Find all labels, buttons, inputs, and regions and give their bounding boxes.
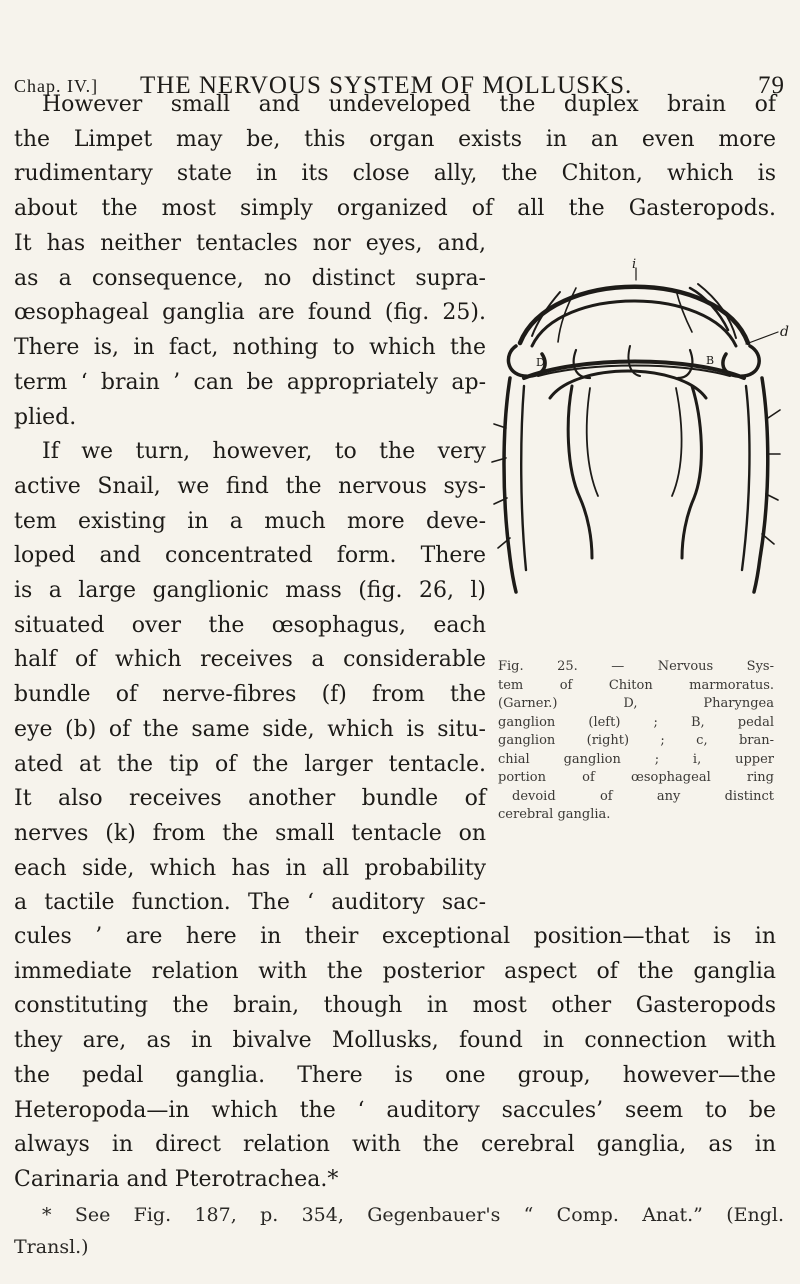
body-line: immediate relation with the posterior aspect of the ganglia xyxy=(14,958,776,984)
body-line: nerves (k) from the small tentacle on xyxy=(14,820,486,846)
page-number: 79 xyxy=(758,72,785,99)
body-line: each side, which has in all probability xyxy=(14,855,486,881)
body-line: about the most simply organized of all the Gasteropods. xyxy=(14,196,776,222)
body-line: However small and undeveloped the duplex brain of xyxy=(42,92,776,117)
figure-label-B: B xyxy=(706,354,715,367)
body-line: is a large ganglionic mass (fig. 26, l) xyxy=(14,578,486,604)
footnote-line: * See Fig. 187, p. 354, Gegenbauer's “ Comp. Anat.” (Engl. xyxy=(42,1204,784,1226)
figure-caption xyxy=(498,658,774,825)
body-line: they are, as in bivalve Mollusks, found in connection with xyxy=(14,1028,776,1054)
caption-line: devoid of any distinct xyxy=(512,788,774,804)
figure-label-D: D xyxy=(536,356,545,369)
paragraph-bottom xyxy=(14,920,776,1198)
figure-label-i: i xyxy=(632,258,637,272)
body-line: Heteropoda—in which the ‘ auditory saccules’ seem to be xyxy=(14,1097,776,1123)
body-line: half of which receives a considerable xyxy=(14,647,486,673)
caption-line: cerebral ganglia. xyxy=(498,807,611,822)
body-line: cules ’ are here in their exceptional position—that is in xyxy=(14,924,776,949)
body-line: loped and concentrated form. There xyxy=(14,543,486,569)
body-line: If we turn, however, to the very xyxy=(42,439,486,465)
body-line: the pedal ganglia. There is one group, however—the xyxy=(14,1062,776,1088)
body-line: It has neither tentacles nor eyes, and, xyxy=(14,231,486,256)
body-line: It also receives another bundle of xyxy=(14,786,486,812)
running-title: THE NERVOUS SYSTEM OF MOLLUSKS. xyxy=(140,72,633,99)
footnote xyxy=(14,1199,784,1263)
footnote-line: Transl.) xyxy=(14,1236,89,1258)
body-line: rudimentary state in its close ally, the Chiton, which is xyxy=(14,161,776,187)
caption-line: ganglion (left) ; B, pedal xyxy=(498,714,774,730)
body-line: term ‘ brain ’ can be appropriately ap- xyxy=(14,369,486,395)
body-line: eye (b) of the same side, which is situ- xyxy=(14,716,486,742)
body-line: a tactile function. The ‘ auditory sac- xyxy=(14,890,486,916)
body-line: Carinaria and Pterotrachea.* xyxy=(14,1166,339,1192)
figure-label-d: d xyxy=(780,324,789,340)
body-line: tem existing in a much more deve- xyxy=(14,508,486,534)
paragraph-top xyxy=(14,88,776,227)
body-line: œsophageal ganglia are found (fig. 25). xyxy=(14,300,486,326)
body-line: bundle of nerve-fibres (f) from the xyxy=(14,682,486,708)
caption-line: ganglion (right) ; c, bran- xyxy=(498,733,774,748)
caption-line: (Garner.) D, Pharyngea xyxy=(498,696,774,711)
body-line: situated over the œsophagus, each xyxy=(14,612,486,638)
body-line: active Snail, we find the nervous sys- xyxy=(14,473,486,499)
body-line: as a consequence, no distinct supra- xyxy=(14,265,486,291)
body-line: ated at the tip of the larger tentacle. xyxy=(14,751,486,777)
body-line: There is, in fact, nothing to which the xyxy=(14,335,486,361)
body-line: always in direct relation with the cerebral ganglia, as in xyxy=(14,1132,776,1158)
caption-line: tem of Chiton marmoratus. xyxy=(498,677,774,693)
caption-line: chial ganglion ; i, upper xyxy=(498,751,774,767)
body-line: plied. xyxy=(14,404,77,430)
caption-line: Fig. 25. — Nervous Sys- xyxy=(498,659,774,674)
body-line: constituting the brain, though in most other Gasteropods xyxy=(14,993,776,1019)
chiton-nervous-system-figure xyxy=(480,258,790,618)
caption-line: portion of œsophageal ring xyxy=(498,770,774,785)
paragraph-narrow xyxy=(14,227,486,921)
body-line: the Limpet may be, this organ exists in an even more xyxy=(14,126,776,152)
chapter-label: Chap. IV.] xyxy=(14,76,99,96)
